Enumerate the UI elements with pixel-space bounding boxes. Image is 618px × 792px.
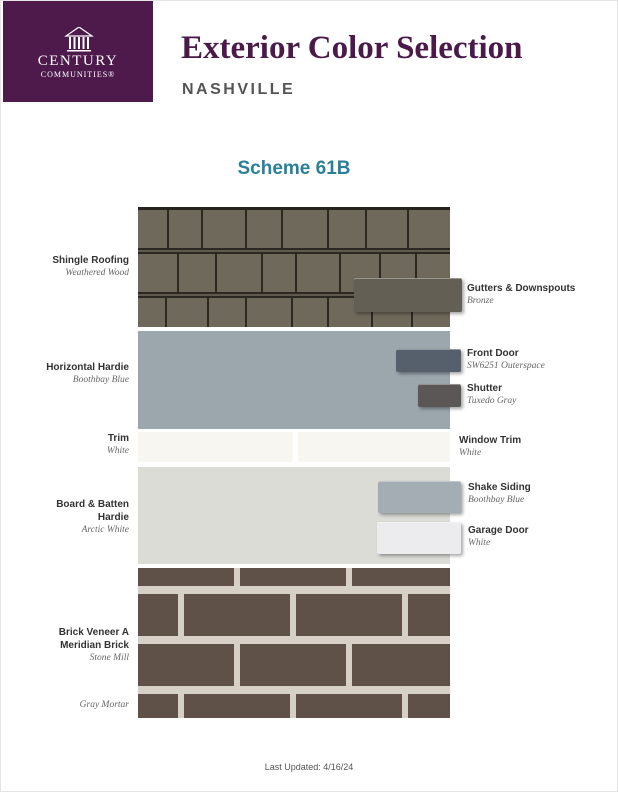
horizontal-hardie-label: Horizontal Hardie Boothbay Blue	[46, 362, 129, 385]
shutter-chip	[418, 384, 461, 407]
page-title: Exterior Color Selection	[181, 30, 523, 66]
brick-veneer-label: Brick Veneer A Meridian Brick Stone Mill	[58, 627, 129, 663]
window-trim-label: Window Trim White	[459, 435, 522, 458]
shutter-label: Shutter Tuxedo Gray	[467, 383, 517, 406]
century-logo	[3, 1, 153, 102]
brand-sub: COMMUNITIES®	[40, 70, 116, 79]
front-door-label: Front Door SW6251 Outerspace	[467, 348, 545, 371]
gutters-label: Gutters & Downspouts Bronze	[467, 283, 576, 306]
trim-label: Trim White	[106, 433, 129, 456]
brick-veneer-swatch	[138, 568, 450, 718]
columns-icon	[64, 27, 94, 53]
trim-swatch	[138, 432, 293, 462]
shake-siding-label: Shake Siding Boothbay Blue	[468, 482, 531, 505]
last-updated: Last Updated: 4/16/24	[264, 762, 354, 772]
scheme-title: Scheme 61B	[237, 158, 351, 179]
city-name: NASHVILLE	[182, 81, 296, 98]
shingle-roofing-label: Shingle Roofing Weathered Wood	[52, 255, 129, 278]
board-batten-label: Board & Batten Hardie Arctic White	[56, 499, 129, 535]
garage-door-label: Garage Door White	[468, 525, 529, 548]
mortar-label: Gray Mortar	[79, 700, 129, 710]
gutters-chip	[354, 278, 462, 312]
window-trim-swatch	[298, 432, 450, 462]
garage-door-chip	[377, 522, 461, 554]
shake-siding-chip	[378, 481, 461, 513]
front-door-chip	[396, 349, 461, 372]
brand-name: CENTURY	[37, 53, 119, 69]
horizontal-hardie-swatch	[138, 331, 450, 429]
